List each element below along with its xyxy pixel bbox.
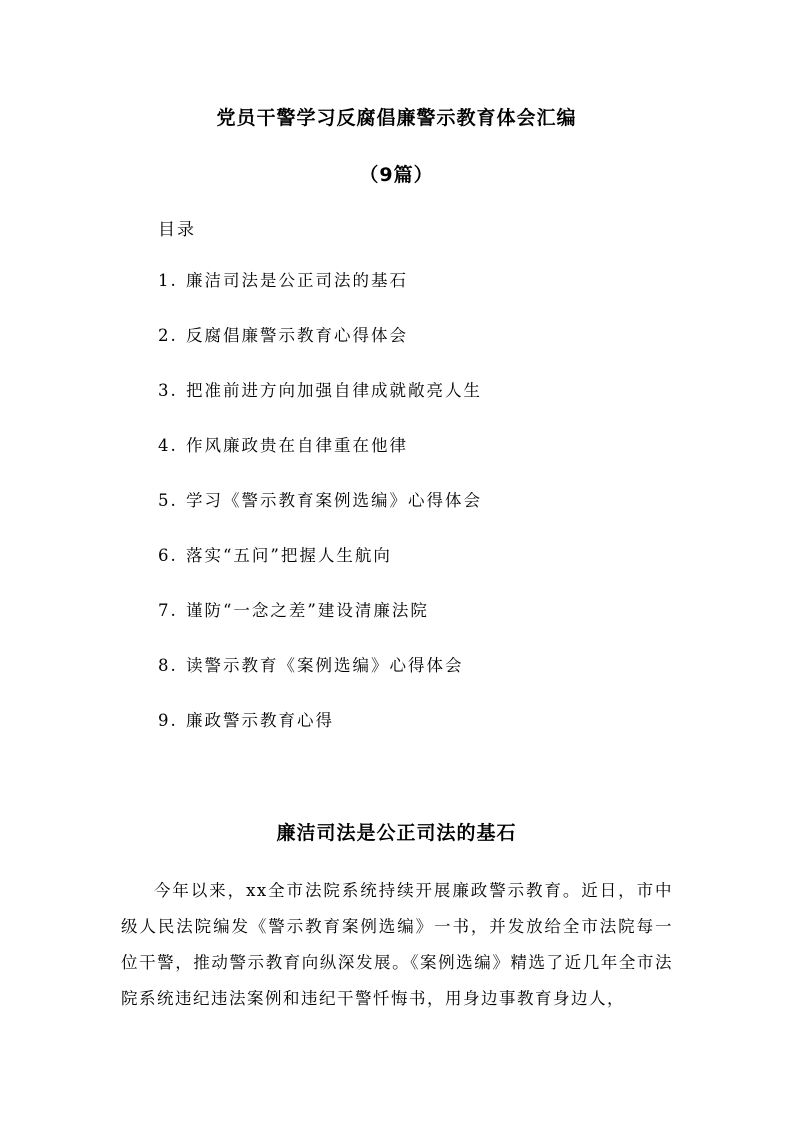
- toc-item-text: 读警示教育《案例选编》心得体会: [186, 656, 464, 675]
- toc-item-text: 廉洁司法是公正司法的基石: [186, 271, 408, 290]
- toc-item-number: 5.: [158, 491, 178, 510]
- toc-item-number: 9.: [158, 711, 178, 730]
- toc-item: [158, 545, 482, 600]
- toc-item-text: 把准前进方向加强自律成就敞亮人生: [186, 381, 482, 400]
- toc-item-text: 反腐倡廉警示教育心得体会: [186, 326, 408, 345]
- toc-item-text: 作风廉政贵在自律重在他律: [186, 436, 408, 455]
- toc-item: [158, 270, 482, 325]
- toc-item-number: 2.: [158, 326, 178, 345]
- toc-item: [158, 435, 482, 490]
- toc-item-text: 学习《警示教育案例选编》心得体会: [186, 491, 482, 510]
- body-paragraph: 今年以来，xx全市法院系统持续开展廉政警示教育。近日，市中级人民法院编发《警示教育案例选编》一书，并发放给全市法院每一位干警，推动警示教育向纵深发展。《案例选编》精选了近几年全市法院系统违纪违法案例和违纪干警忏悔书，用身边事教育身边人，: [121, 881, 673, 1008]
- section-title: 廉洁司法是公正司法的基石: [276, 822, 517, 844]
- toc-heading: 目录: [158, 220, 196, 240]
- toc-item-number: 7.: [158, 601, 178, 620]
- toc-item-text: 落实“五问”把握人生航向: [186, 546, 392, 565]
- table-of-contents: [158, 270, 482, 765]
- toc-item-number: 4.: [158, 436, 178, 455]
- document-title: 党员干警学习反腐倡廉警示教育体会汇编: [216, 107, 577, 129]
- toc-item: [158, 325, 482, 380]
- toc-item-text: 谨防“一念之差”建设清廉法院: [186, 601, 429, 620]
- toc-item: [158, 655, 482, 710]
- toc-item: [158, 600, 482, 655]
- toc-item-text: 廉政警示教育心得: [186, 711, 334, 730]
- document-subtitle: （9篇）: [359, 164, 434, 186]
- toc-item-number: 3.: [158, 381, 178, 400]
- toc-item: [158, 490, 482, 545]
- toc-item-number: 1.: [158, 271, 178, 290]
- toc-item: [158, 380, 482, 435]
- toc-item-number: 8.: [158, 656, 178, 675]
- toc-item-number: 6.: [158, 546, 178, 565]
- toc-item: [158, 710, 482, 765]
